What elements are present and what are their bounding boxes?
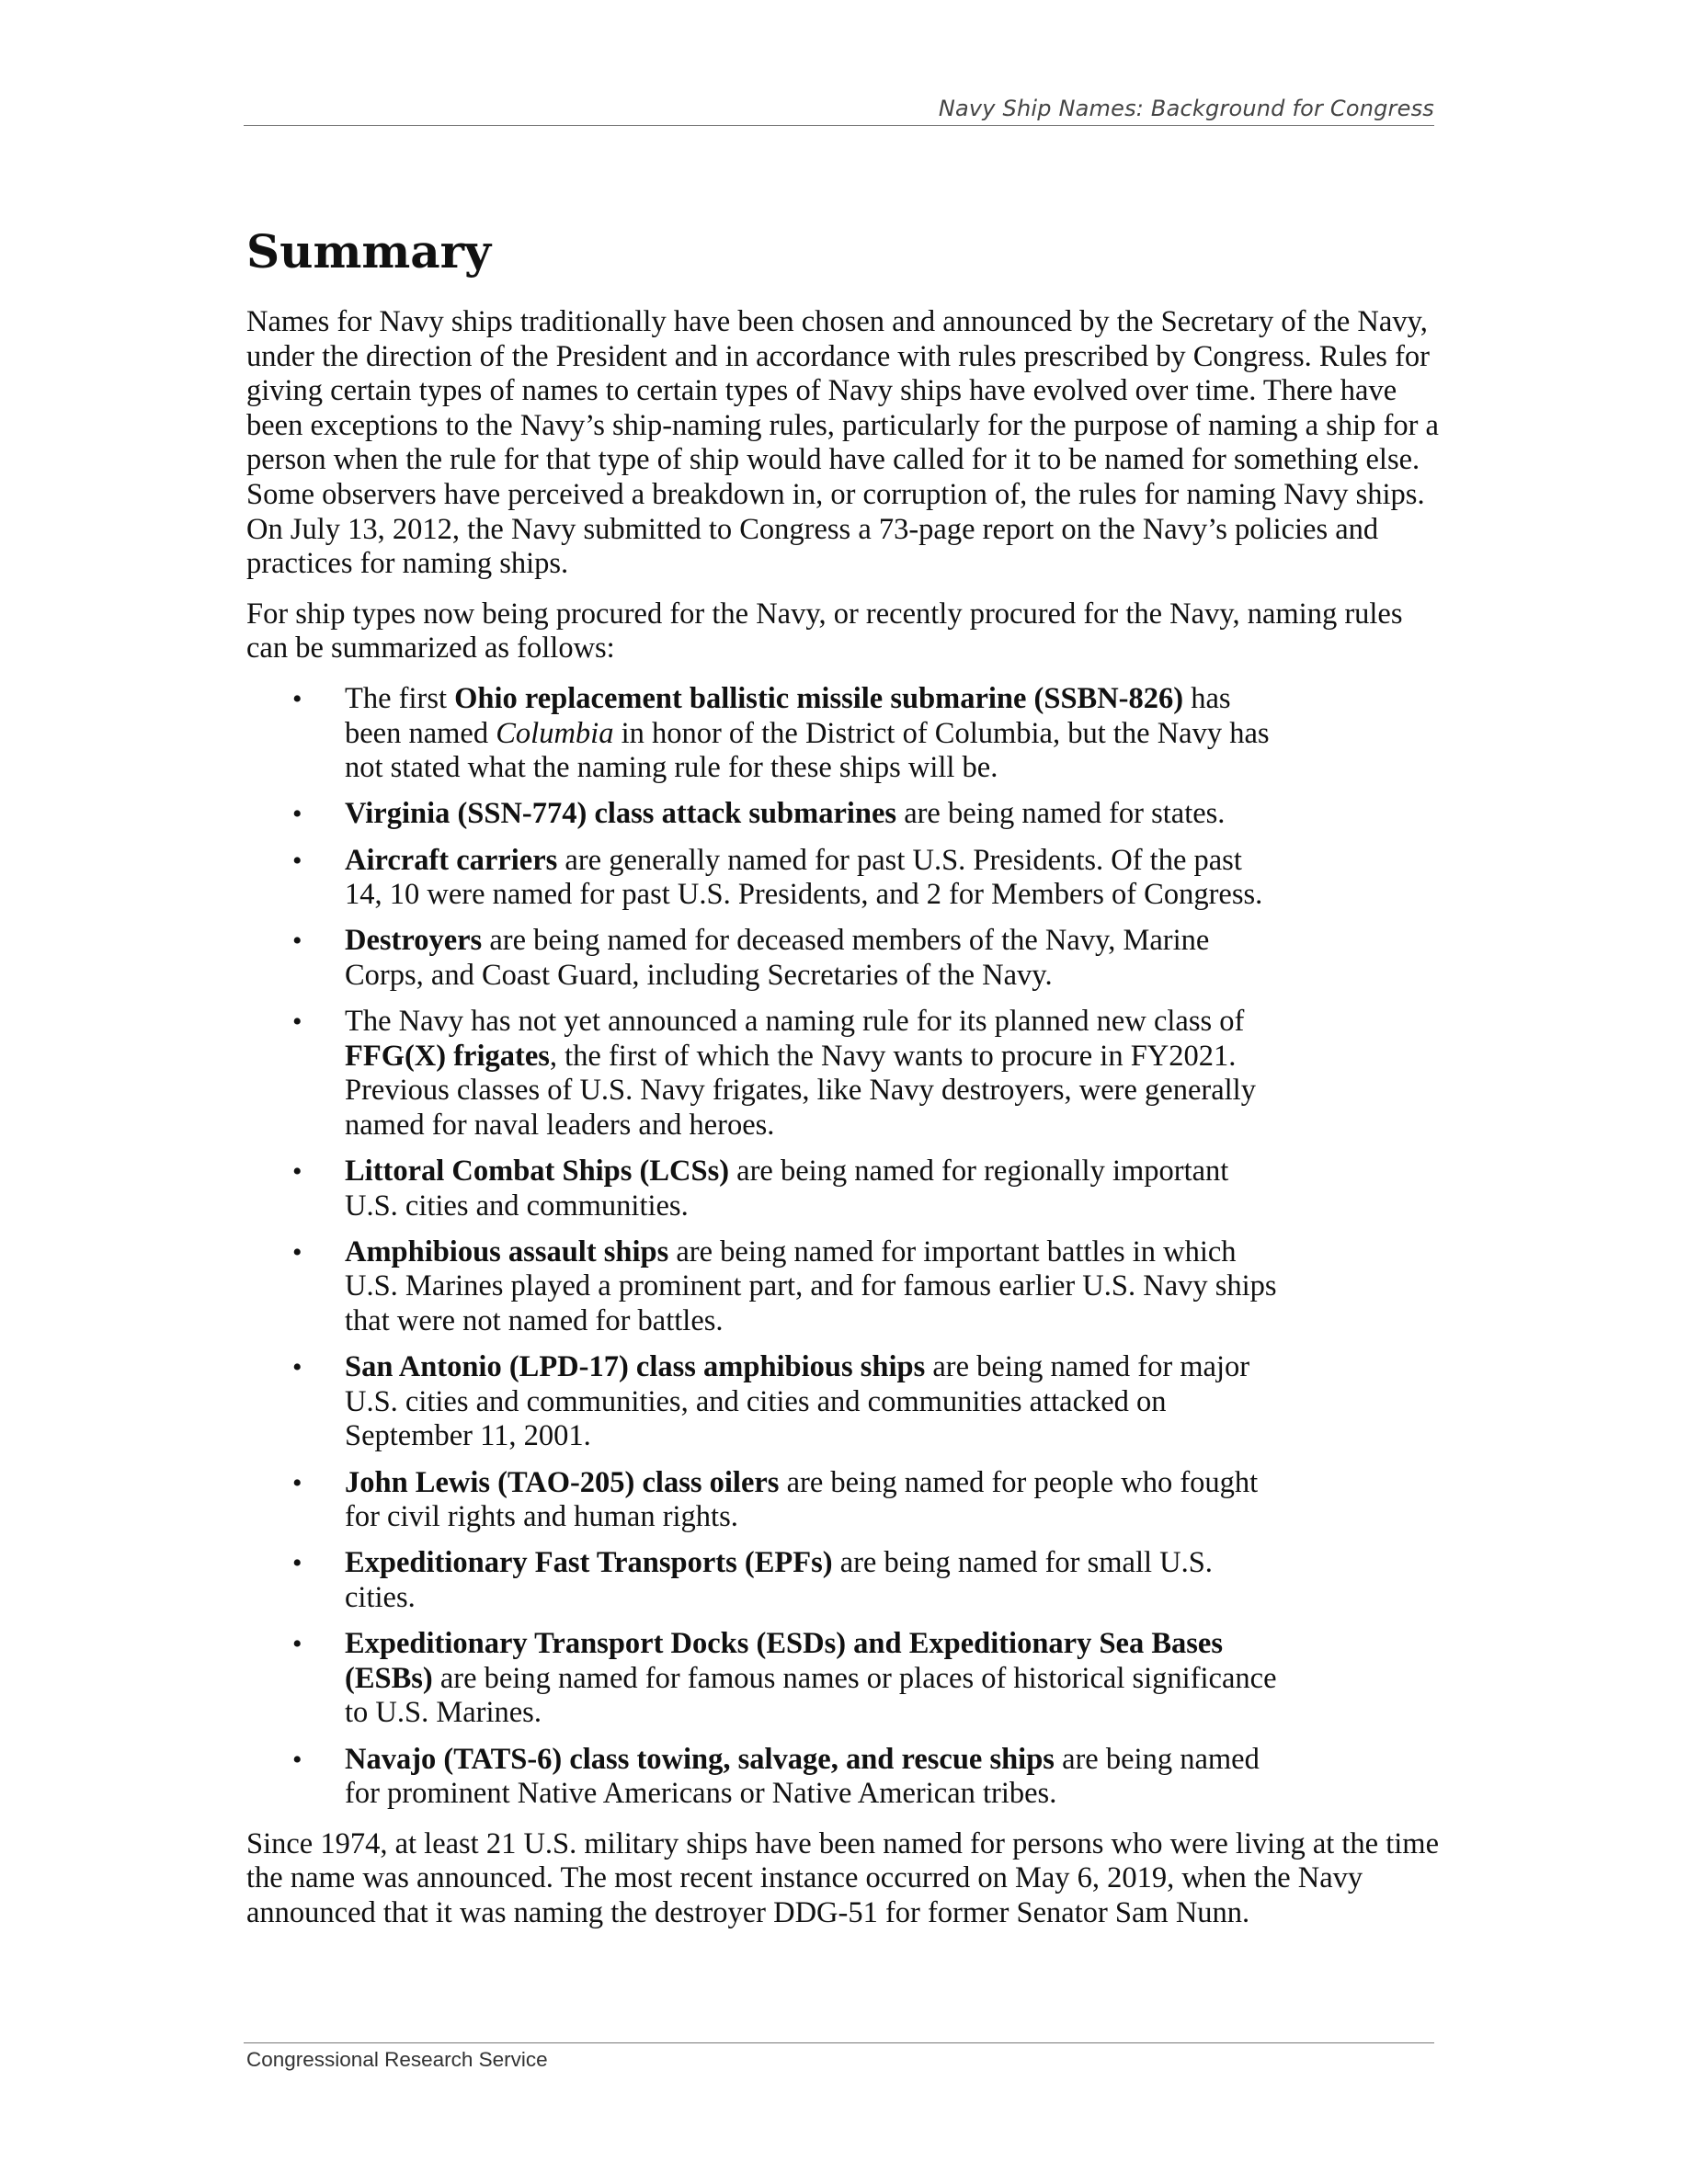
bullet-term: Expeditionary Transport Docks (ESDs) and Expeditionary Sea Bases (ESBs) bbox=[345, 1627, 1223, 1695]
list-item bbox=[246, 1350, 1283, 1454]
lead-in-paragraph: For ship types now being procured for the Navy, or recently procured for the Navy, naming rules can be summarized as follows: bbox=[246, 597, 1403, 665]
bullet-text: in honor of the District of Columbia, but the Navy has not stated what the naming rule for these ships will be. bbox=[345, 716, 1270, 785]
list-item bbox=[246, 1546, 1283, 1615]
bullet-text: are being named for prominent Native Americans or Native American tribes. bbox=[345, 1742, 1260, 1811]
bullet-icon: • bbox=[292, 1236, 302, 1268]
intro-paragraph: Names for Navy ships traditionally have been chosen and announced by the Secretary of the Navy, under the direction of the President and in accordance with rules prescribed by Congress. Rules for giving certain types of names to certain types of Navy ships have evolved over time. There have been exceptions to the Navy’s ship-naming rules, particularly for the purpose of naming a ship for a person when the rule for that type of ship would have called for it to be named for something else. Some observers have perceived a breakdown in, or corruption of, the rules for naming Navy ships. On July 13, 2012, the Navy submitted to Congress a 73-page report on the Navy’s policies and practices for naming ships. bbox=[246, 305, 1439, 581]
bullet-term: Navajo (TATS-6) class towing, salvage, and rescue ships bbox=[345, 1742, 1055, 1776]
bullet-text: are being named for deceased members of the Navy, Marine Corps, and Coast Guard, including Secretaries of the Navy. bbox=[345, 924, 1210, 992]
bullet-text: are being named for people who fought for civil rights and human rights. bbox=[345, 1465, 1259, 1534]
bullet-term: Aircraft carriers bbox=[345, 843, 558, 877]
page-title: Summary bbox=[246, 224, 492, 279]
list-item bbox=[246, 1235, 1283, 1339]
header-rule bbox=[244, 125, 1434, 126]
closing-paragraph: Since 1974, at least 21 U.S. military ships have been named for persons who were living at the time the name was announced. The most recent instance occurred on May 6, 2019, when the Navy announced that it was naming the destroyer DDG-51 for former Senator Sam Nunn. bbox=[246, 1826, 1440, 1929]
bullet-text: are being named for famous names or places of historical significance to U.S. Marines. bbox=[345, 1661, 1277, 1730]
list-item bbox=[246, 1743, 1283, 1812]
bullet-text: , the first of which the Navy wants to procure in FY2021. Previous classes of U.S. Navy frigates, like Navy destroyers, were generally named for naval leaders and heroes. bbox=[345, 1039, 1256, 1142]
bullet-icon: • bbox=[292, 1629, 302, 1660]
list-item bbox=[246, 682, 1283, 786]
bullet-icon: • bbox=[292, 1352, 302, 1383]
bullet-text: The first bbox=[345, 681, 455, 715]
bullet-text: are being named for important battles in which U.S. Marines played a prominent part, and for famous earlier U.S. Navy ships that were not named for battles. bbox=[345, 1234, 1277, 1337]
bullet-term: FFG(X) frigates bbox=[345, 1039, 550, 1073]
bullet-term: John Lewis (TAO-205) class oilers bbox=[345, 1465, 780, 1499]
footer-label: Congressional Research Service bbox=[246, 2048, 548, 2071]
bullet-icon: • bbox=[292, 1744, 302, 1775]
bullet-text: are generally named for past U.S. Presidents. Of the past 14, 10 were named for past U.S. Presidents, and 2 for Members of Congress. bbox=[345, 843, 1263, 912]
ship-name: Columbia bbox=[496, 716, 614, 750]
bullet-term: San Antonio (LPD-17) class amphibious ships bbox=[345, 1350, 926, 1384]
bullet-text: The Navy has not yet announced a naming rule for its planned new class of bbox=[345, 1005, 1245, 1039]
bullet-icon: • bbox=[292, 683, 302, 714]
list-item bbox=[246, 844, 1283, 913]
list-item bbox=[246, 797, 1283, 832]
bullet-text: are being named for major U.S. cities and communities, and cities and communities attacked on September 11, 2001. bbox=[345, 1350, 1250, 1453]
bullet-text: are being named for states. bbox=[896, 797, 1226, 831]
list-item bbox=[246, 924, 1283, 993]
list-item bbox=[246, 1627, 1283, 1731]
list-item bbox=[246, 1005, 1283, 1143]
bullet-term: Expeditionary Fast Transports (EPFs) bbox=[345, 1546, 833, 1580]
bullet-term: Amphibious assault ships bbox=[345, 1234, 669, 1268]
bullet-icon: • bbox=[292, 1007, 302, 1038]
bullet-term: Destroyers bbox=[345, 924, 483, 958]
bullet-icon: • bbox=[292, 1548, 302, 1579]
list-item bbox=[246, 1466, 1283, 1535]
footer-rule bbox=[244, 2042, 1434, 2043]
bullet-icon: • bbox=[292, 926, 302, 957]
bullet-icon: • bbox=[292, 845, 302, 876]
running-header: Navy Ship Names: Background for Congress bbox=[938, 96, 1434, 121]
bullet-icon: • bbox=[292, 1156, 302, 1188]
bullet-icon: • bbox=[292, 1467, 302, 1498]
bullet-text: has been named bbox=[345, 681, 1231, 750]
bullet-icon: • bbox=[292, 799, 302, 830]
summary-body bbox=[246, 305, 1442, 1946]
list-item bbox=[246, 1155, 1283, 1223]
bullet-text: are being named for regionally important U.S. cities and communities. bbox=[345, 1155, 1229, 1223]
naming-rules-list bbox=[246, 682, 1442, 1812]
bullet-term: Littoral Combat Ships (LCSs) bbox=[345, 1155, 730, 1189]
bullet-term: Ohio replacement ballistic missile submarine (SSBN-826) bbox=[454, 681, 1184, 715]
bullet-text: are being named for small U.S. cities. bbox=[345, 1546, 1213, 1614]
bullet-term: Virginia (SSN-774) class attack submarines bbox=[345, 797, 897, 831]
